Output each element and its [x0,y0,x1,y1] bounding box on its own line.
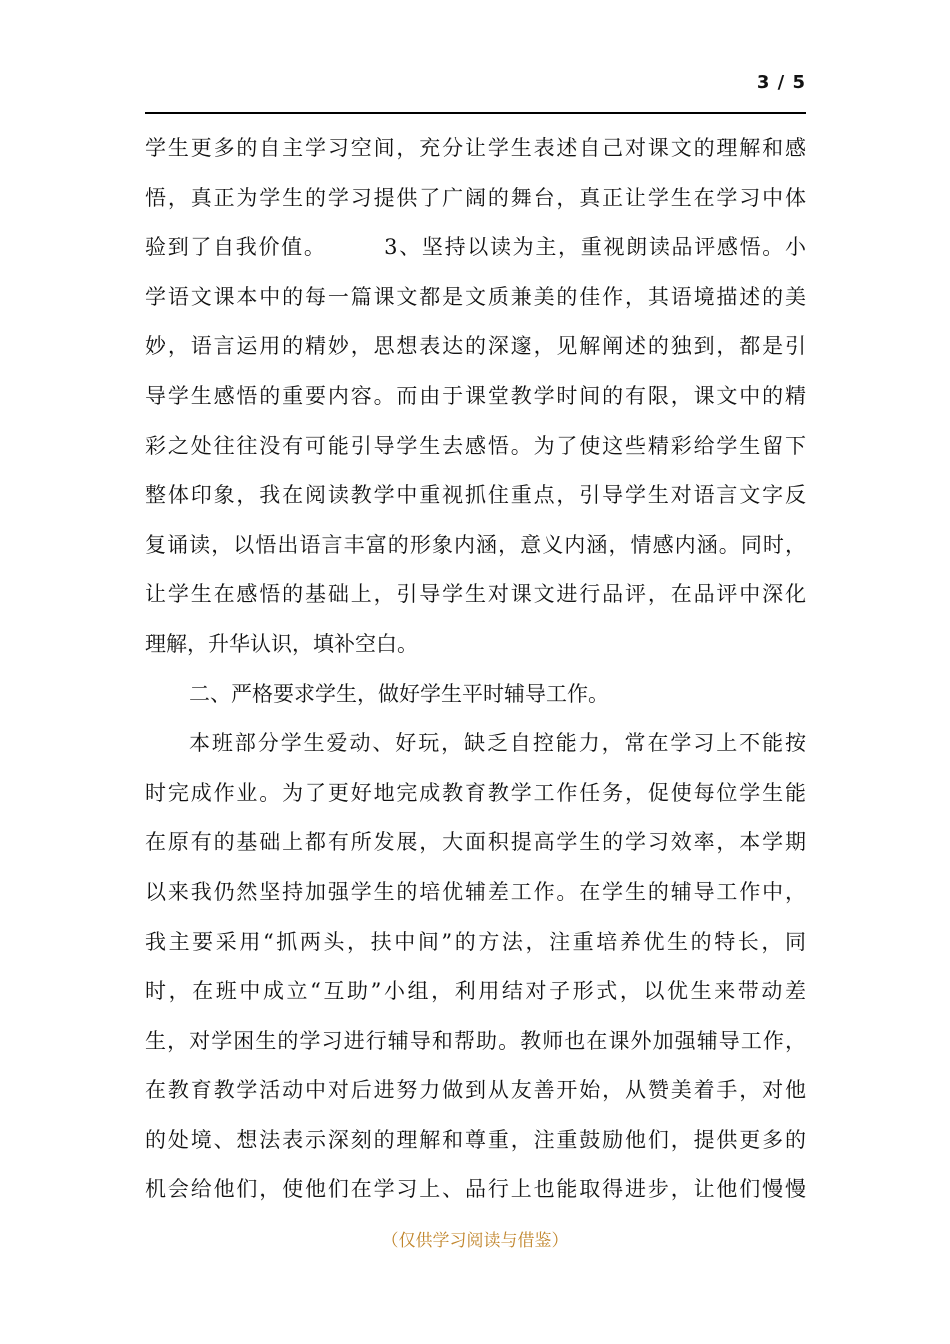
body-line: 以来我仍然坚持加强学生的培优辅差工作。在学生的辅导工作中， [145,879,806,904]
body-line: 彩之处往往没有可能引导学生去感悟。为了使这些精彩给学生留下 [145,433,806,458]
body-line: 学语文课本中的每一篇课文都是文质兼美的佳作，其语境描述的美 [145,284,806,309]
body-line: 机会给他们，使他们在学习上、品行上也能取得进步，让他们慢慢 [145,1177,806,1202]
footer-note: （仅供学习阅读与借鉴） [381,1231,569,1251]
body-line: 学生更多的自主学习空间，充分让学生表述自己对课文的理解和感 [145,136,806,160]
body-line: 在原有的基础上都有所发展，大面积提高学生的学习效率，本学期 [145,830,806,855]
body-line: 时，在班中成立“互助”小组，利用结对子形式，以优生来带动差 [145,979,806,1004]
body-line: 理解，升华认识，填补空白。 [145,631,418,656]
section-heading: 二、严格要求学生，做好学生平时辅导工作。 [189,681,609,706]
body-line: 时完成作业。为了更好地完成教育教学工作任务，促使每位学生能 [145,780,806,805]
body-line: 验到了自我价值。 3、坚持以读为主，重视朗读品评感悟。小 [145,235,806,260]
document-body [145,124,806,1215]
header-rule [145,112,806,114]
page-number: 3 / 5 [756,72,806,93]
body-line: 复诵读，以悟出语言丰富的形象内涵，意义内涵，情感内涵。同时， [145,532,806,557]
body-line: 生，对学困生的学习进行辅导和帮助。教师也在课外加强辅导工作， [145,1028,806,1053]
body-line: 妙，语言运用的精妙，思想表达的深邃，见解阐述的独到，都是引 [145,334,806,359]
body-line: 本班部分学生爱动、好玩，缺乏自控能力，常在学习上不能按 [189,731,806,756]
body-line: 导学生感悟的重要内容。而由于课堂教学时间的有限，课文中的精 [145,383,806,408]
body-line: 让学生在感悟的基础上，引导学生对课文进行品评，在品评中深化 [145,582,806,607]
body-line: 整体印象，我在阅读教学中重视抓住重点，引导学生对语言文字反 [145,483,806,508]
body-line: 在教育教学活动中对后进努力做到从友善开始，从赞美着手，对他 [145,1078,806,1103]
body-line: 悟，真正为学生的学习提供了广阔的舞台，真正让学生在学习中体 [145,185,806,210]
body-line: 我主要采用“抓两头，扶中间”的方法，注重培养优生的特长，同 [145,929,806,954]
body-line: 的处境、想法表示深刻的理解和尊重，注重鼓励他们，提供更多的 [145,1127,806,1152]
